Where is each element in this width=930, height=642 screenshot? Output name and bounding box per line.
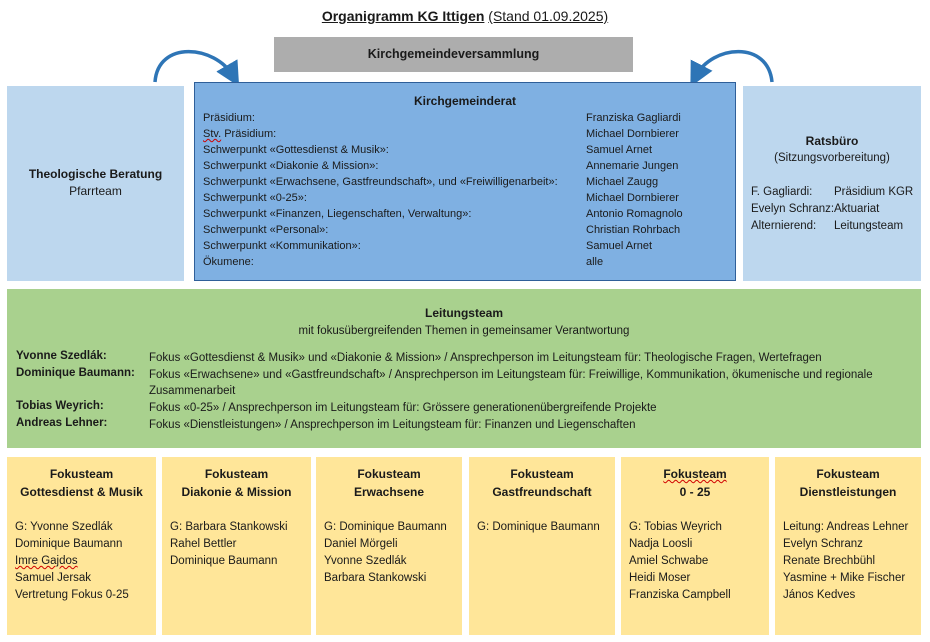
leitungsteam-subtitle: mit fokusübergreifenden Themen in gemeinsamer Verantwortung xyxy=(298,325,630,337)
fokusteam-title-line1 xyxy=(621,465,769,483)
member: G: Yvonne Szedlák xyxy=(15,521,113,533)
member: Amiel Schwabe xyxy=(629,555,709,567)
member: Franziska Campbell xyxy=(629,589,731,601)
member: Daniel Mörgeli xyxy=(324,538,398,550)
leitungsteam-box xyxy=(7,289,921,448)
fokusteam-members xyxy=(629,519,731,604)
member: Vertretung Fokus 0-25 xyxy=(15,589,129,601)
kgr-role: Präsidium: xyxy=(203,112,255,124)
theologische-beratung-title: Theologische Beratung xyxy=(28,167,163,181)
fokusteam-gottesdienst-musik xyxy=(7,457,156,635)
kgr-role-rest: Präsidium: xyxy=(221,128,277,140)
ratsbuero-box xyxy=(743,86,921,281)
leitungsteam-desc: Fokus «Erwachsene» und «Gastfreundschaft» / Ansprechperson im Leitungsteam für: Freiwillige, Kommunikation, ökumenische und regionale Zusammenarbeit xyxy=(149,369,873,397)
member: G: Tobias Weyrich xyxy=(629,521,722,533)
fokusteam-diakonie-mission xyxy=(162,457,311,635)
fokusteam-members xyxy=(170,519,288,570)
fokusteam-title-line1: Fokusteam xyxy=(357,467,421,481)
fokusteam-title-line2: Dienstleistungen xyxy=(799,485,897,499)
leitungsteam-desc: Fokus «0-25» / Ansprechperson im Leitungsteam für: Grössere generationenübergreifende Projekte xyxy=(149,402,657,414)
leitungsteam-name: Tobias Weyrich: xyxy=(16,400,104,412)
fokusteam-dienstleistungen xyxy=(775,457,921,635)
arrow-left xyxy=(155,52,233,82)
member: G: Dominique Baumann xyxy=(324,521,447,533)
member: Dominique Baumann xyxy=(15,538,123,550)
ratsbuero-role: Präsidium KGR xyxy=(834,186,914,198)
kirchgemeindeversammlung-box: Kirchgemeindeversammlung xyxy=(274,37,633,72)
kgr-person: Michael Zaugg xyxy=(586,176,659,188)
page-title xyxy=(0,8,930,24)
kgr-role: Schwerpunkt «Diakonie & Mission»: xyxy=(203,160,379,172)
leitungsteam-desc: Fokus «Gottesdienst & Musik» und «Diakonie & Mission» / Ansprechperson im Leitungsteam für: Theologische Fragen, Wertefragen xyxy=(149,352,822,364)
arrow-right xyxy=(696,52,772,82)
kgr-person: Annemarie Jungen xyxy=(586,160,679,172)
leitungsteam-name: Yvonne Szedlák: xyxy=(16,350,107,362)
ratsbuero-subtitle: (Sitzungsvorbereitung) xyxy=(774,152,890,164)
theologische-beratung-box xyxy=(7,86,184,281)
member: Nadja Loosli xyxy=(629,538,693,550)
title-main: Organigramm KG Ittigen xyxy=(321,8,485,24)
fokusteam-title-line1: Fokusteam xyxy=(204,467,269,481)
leitungsteam-desc: Fokus «Dienstleistungen» / Ansprechperson im Leitungsteam für: Finanzen und Liegenschaften xyxy=(149,419,636,431)
ratsbuero-role: Leitungsteam xyxy=(834,220,904,232)
member: G: Barbara Stankowski xyxy=(170,521,288,533)
kgr-person: alle xyxy=(586,256,604,268)
kgr-role: Ökumene: xyxy=(203,256,254,268)
fokusteam-title-line1: Fokusteam xyxy=(49,467,114,481)
member: Leitung: Andreas Lehner xyxy=(783,521,909,533)
member-name: Imre Gajdos xyxy=(15,555,78,567)
ratsbuero-title: Ratsbüro xyxy=(805,134,859,148)
fokusteam-title-line2: Erwachsene xyxy=(353,485,425,499)
theologische-beratung-subtitle: Pfarrteam xyxy=(69,184,122,198)
kgr-role: Schwerpunkt «0-25»: xyxy=(203,192,307,204)
kgr-person: Franziska Gagliardi xyxy=(586,112,681,124)
ratsbuero-name: F. Gagliardi: xyxy=(751,186,813,198)
fokusteam-members xyxy=(324,519,447,587)
leitungsteam-title: Leitungsteam xyxy=(424,306,503,320)
fokusteam-title-line2: Gottesdienst & Musik xyxy=(20,485,143,499)
fokusteam-0-25 xyxy=(621,457,769,635)
fokusteam-members xyxy=(15,519,129,604)
kgr-person: Christian Rohrbach xyxy=(586,224,681,236)
kgr-role: Schwerpunkt «Personal»: xyxy=(203,224,329,236)
ratsbuero-role: Aktuariat xyxy=(834,203,880,215)
title-date: (Stand 01.09.2025) xyxy=(488,8,609,24)
member: Evelyn Schranz xyxy=(783,538,863,550)
member: Samuel Jersak xyxy=(15,572,92,584)
member xyxy=(15,553,129,570)
member: G: Dominique Baumann xyxy=(477,521,600,533)
kgr-person: Michael Dornbierer xyxy=(586,192,679,204)
fokusteam-title-line2: 0 - 25 xyxy=(679,485,711,499)
member: Renate Brechbühl xyxy=(783,555,876,567)
member: Yvonne Szedlák xyxy=(324,555,407,567)
kgr-person: Antonio Romagnolo xyxy=(586,208,683,220)
fokusteam-title-line1: Fokusteam xyxy=(510,467,574,481)
kgr-role: Schwerpunkt «Gottesdienst & Musik»: xyxy=(203,144,389,156)
kgr-person: Michael Dornbierer xyxy=(586,128,679,140)
fokusteam-title-line1: Fokusteam xyxy=(816,467,880,481)
leitungsteam-name: Andreas Lehner: xyxy=(16,417,108,429)
fokusteam-title-line2: Gastfreundschaft xyxy=(492,485,592,499)
kgr-role: Schwerpunkt «Finanzen, Liegenschaften, Verwaltung»: xyxy=(203,208,472,220)
fokusteam-members xyxy=(783,519,908,604)
member: Barbara Stankowski xyxy=(324,572,427,584)
fokusteam-erwachsene xyxy=(316,457,462,635)
fokusteam-title-text: Fokusteam xyxy=(663,467,727,481)
kgr-role xyxy=(203,128,276,140)
kgr-person: Samuel Arnet xyxy=(586,240,653,252)
fokusteam-members xyxy=(477,519,600,536)
member: Rahel Bettler xyxy=(170,538,237,550)
member: Heidi Moser xyxy=(629,572,691,584)
fokusteam-title-line2: Diakonie & Mission xyxy=(181,485,292,499)
kgr-role-prefix: Stv. xyxy=(203,128,222,140)
member: Yasmine + Mike Fischer xyxy=(783,572,906,584)
kgr-role: Schwerpunkt «Erwachsene, Gastfreundschaft», und «Freiwilligenarbeit»: xyxy=(203,176,558,188)
member: Dominique Baumann xyxy=(170,555,278,567)
kirchgemeinderat-title: Kirchgemeinderat xyxy=(413,94,517,108)
kgr-person: Samuel Arnet xyxy=(586,144,653,156)
member: János Kedves xyxy=(783,589,856,601)
leitungsteam-name: Dominique Baumann: xyxy=(16,367,135,379)
ratsbuero-name: Evelyn Schranz: xyxy=(751,203,835,215)
fokusteam-gastfreundschaft xyxy=(469,457,615,635)
kgr-role: Schwerpunkt «Kommunikation»: xyxy=(203,240,361,252)
kirchgemeinderat-box xyxy=(194,82,736,281)
ratsbuero-name: Alternierend: xyxy=(751,220,817,232)
